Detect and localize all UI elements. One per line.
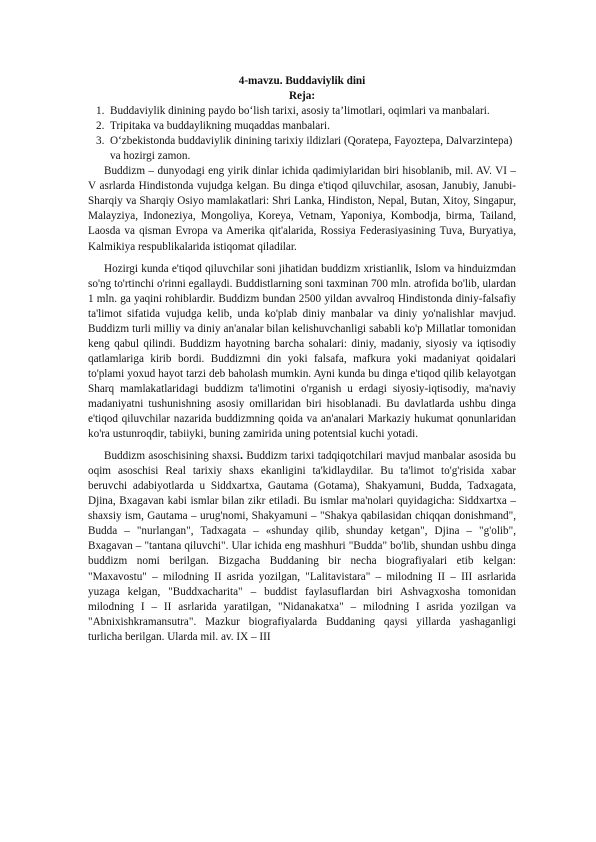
paragraph-founder: [88, 449, 516, 645]
paragraph-followers: Hozirgi kunda e'tiqod qiluvchilar soni jihatidan buddizm xristianlik, Islom va hinduizmdan so'ng to'rtinchi o'rinni egallaydi. Buddistlarning soni taxminan 700 mln. atrofida bo'lib, ulardan 1 mln. ga yaqini rohiblardir. Buddizm bundan 2500 yildan avvalroq Hindistonda diniy-falsafiy ta'limot sifatida vujudga kelib, unda ko'plab diniy manbalar va diniy yo'nalishlar mavjud. Buddizm turli milliy va diniy an'analar bilan kelishuvchanligi sababli ko'p Millatlar tomonidan keng qabul qilindi. Buddizm hayotning barcha sohalari: diniy, madaniy, siyosiy va iqtisodiy qatlamlariga kirib bordi. Buddizmni din yoki falsafa, mafkura yoki madaniyat qoidalari to'plami yoxud hayot tarzi deb baholash mumkin. Ayni kunda bu dinga e'tiqod qilib kelayotgan Sharq mamlakatlaridagi buddizm ta'limotini o'rganish u erdagi siyosiy-iqtisodiy, ma'naviy madaniyatni tushunishning asosiy omillaridan biri hisoblanadi. Bu davlatlarda ushbu dinga e'tiqod qiluvchilar nazarida buddizmning qoida va an'analari Markaziy hukumat qonunlaridan ko'ra ustunroqdir, tabiiyki, buning zamirida uning potentsial kuchi yotadi.: [88, 262, 516, 441]
plan-item: [96, 119, 516, 134]
plan-heading: Reja:: [288, 90, 316, 103]
paragraph-lead: Buddizm asoschisining shaxsi: [104, 450, 241, 463]
plan-item-text: O‘zbekistonda buddaviylik dinining tarixiy ildizlari (Qoratepa, Fayoztepa, Dalvarzintepa) va hozirgi zamon.: [110, 135, 513, 163]
plan-item: [96, 104, 516, 119]
topic-title: 4-mavzu. Buddaviylik dini: [238, 75, 366, 87]
plan-item-number: 2.: [96, 120, 105, 133]
plan-list: [88, 104, 516, 164]
paragraph-body: Buddizm tarixi tadqiqotchilari mavjud manbalar asosida bu oqim asoschisi Real tarixiy shaxs ekanligini ta'kidlaydilar. Bu ta'limot to'g'risida xabar beruvchi adabiyotlarda u Siddxartxa, Gautama (Gotama), Shakyamuni, Budda, Tadxagata, Djina, Bxagavan kabi ismlar bilan zikr etiladi. Bu ismlar ma'nolari quyidagicha: Siddxartxa – shaxsiy ism, Gautama – urug'nomi, Shakyamuni – "Shakya qabilasidan chiqqan donishmand", Budda – "nurlangan", Tadxagata – «shunday qilib, shunday ketgan", Djina – "g'olib", Bxagavan – "tantana qiluvchi". Ular ichida eng mashhuri "Budda" bo'lib, shundan ushbu dinga buddizm nomi berilgan. Bizgacha Buddaning bir necha biografiyalari etib kelgan: "Maxavostu" – milodning II asrida yozilgan, "Lalitavistara" – milodning II – III asrlarida yuzaga kelgan, "Buddxacharita" – buddist faylasuflardan biri Ashvagxosha tomonidan milodning I – II asrlarida yaratilgan, "Nidanakatxa" – milodning I asrida yozilgan va "Abnixishkramansutra". Mazkur biografiyalarda Buddaning qaysi yillarda yashaganligi turlicha berilgan. Ularda mil. av. IX – III: [88, 450, 516, 643]
paragraph-intro: Buddizm – dunyodagi eng yirik dinlar ichida qadimiylaridan biri hisoblanib, mil. AV. VI – V asrlarda Hindistonda vujudga kelgan. Bu dinga e'tiqod qiluvchilar, asosan, Janubiy, Janubi-Sharqiy va Sharqiy Osiyo mamlakatlari: Shri Lanka, Hindiston, Nepal, Butan, Xitoy, Singapur, Malayziya, Indoneziya, Mongoliya, Koreya, Vetnam, Yaponiya, Kombodja, birma, Tailand, Laosda va qisman Evropa va Amerika qit'alarida, Rossiya Federasiyasining Tuva, Buryatiya, Kalmikiya respublikalarida istiqomat qiladilar.: [88, 165, 516, 253]
document-page: [88, 74, 516, 645]
plan-item: [96, 134, 516, 164]
plan-item-number: 1.: [96, 105, 105, 118]
plan-item-text: Tripitaka va buddaylikning muqaddas manbalari.: [110, 120, 330, 133]
paragraph-lead-dot: .: [240, 450, 243, 463]
plan-item-number: 3.: [96, 135, 105, 148]
plan-item-text: Buddaviylik dinining paydo bo‘lish tarixi, asosiy ta’limotlari, oqimlari va manbalari.: [110, 105, 490, 118]
